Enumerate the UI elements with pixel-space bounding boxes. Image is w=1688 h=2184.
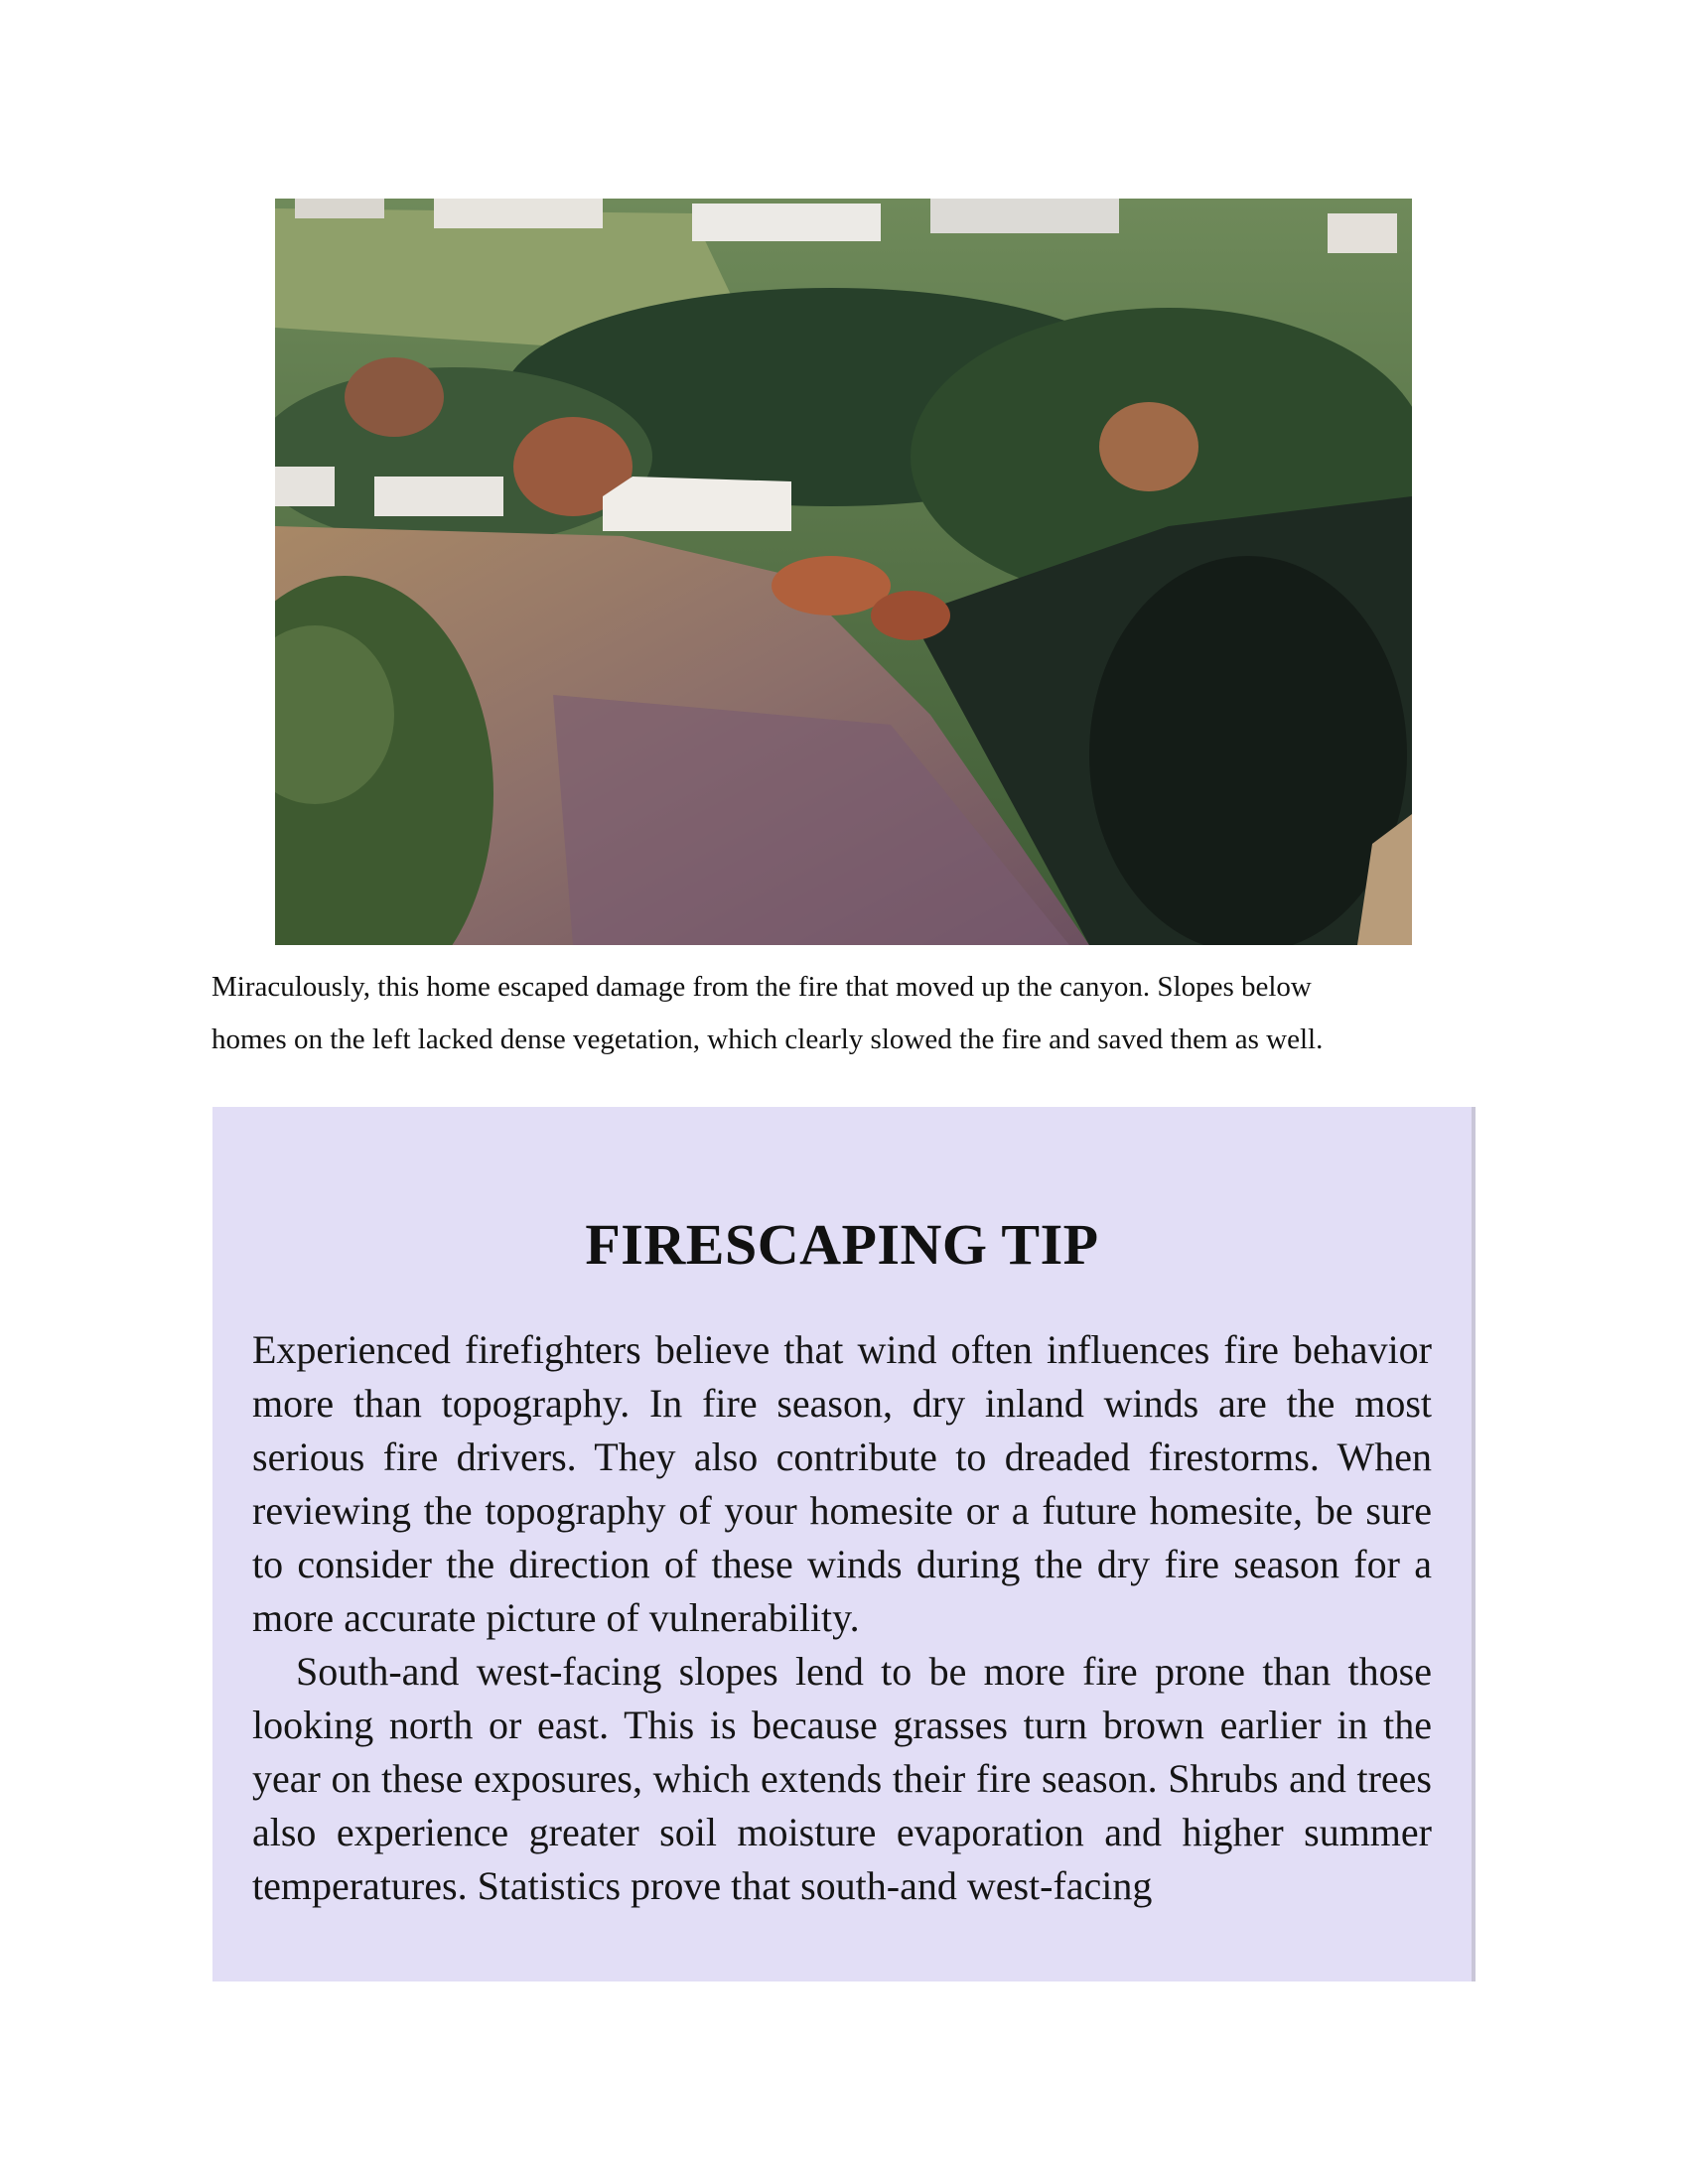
caption-line-2: homes on the left lacked dense vegetation, which clearly slowed the fire and saved them as well. <box>211 1024 1324 1055</box>
tip-body <box>252 1323 1432 1913</box>
tip-paragraph-1: Experienced firefighters believe that wind often influences fire behavior more than topography. In fire season, dry inland winds are the most serious fire drivers. They also contribute to dreaded firestorms. When reviewing the topography of your homesite or a future homesite, be sure to consider the direction of these winds during the dry fire season for a more accurate picture of vulnerability. <box>252 1327 1432 1640</box>
tip-paragraph-2: South-and west-facing slopes lend to be more fire prone than those looking north or east. This is because grasses turn brown earlier in the year on these exposures, which extends their fire season. Shrubs and trees also experience greater soil moisture evaporation and higher summer temperatures. Statistics prove that south-and west-facing <box>252 1649 1432 1908</box>
canyon-photo <box>275 199 1412 945</box>
tip-title: FIRESCAPING TIP <box>585 1212 1099 1277</box>
photo-caption <box>211 961 1453 1066</box>
landscape-photo-icon <box>275 199 1412 945</box>
caption-line-1: Miraculously, this home escaped damage from the fire that moved up the canyon. Slopes below <box>211 971 1312 1003</box>
firescaping-tip-box <box>212 1107 1472 1981</box>
